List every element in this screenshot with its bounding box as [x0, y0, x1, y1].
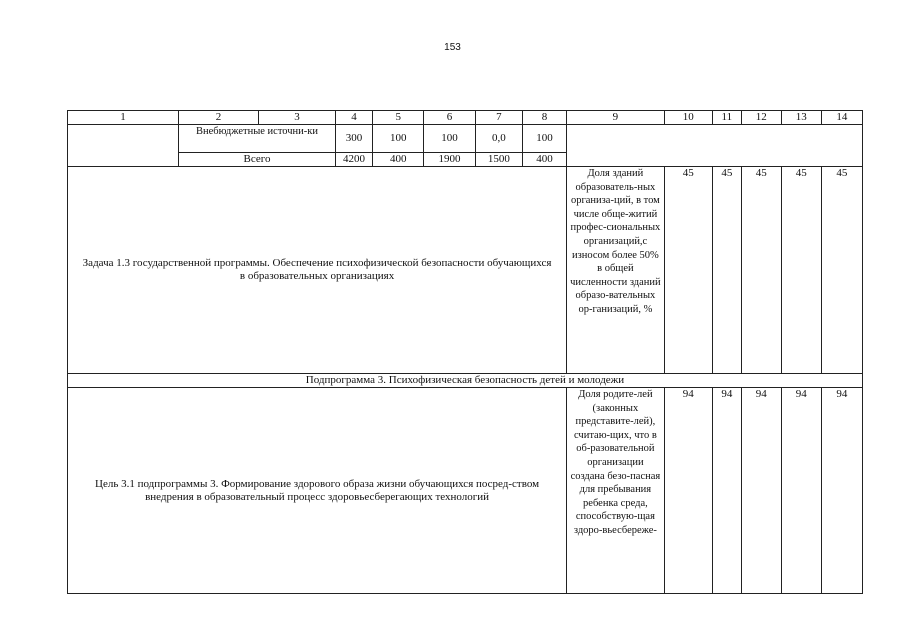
table-cell: 94	[664, 388, 712, 594]
indicator-description: Доля родите-лей (законных представите-лей), считаю-щих, что в об-разовательной организации создана безо-пасная для пребывания ребенка среда, способствую-щая здоро-вьесбереже-	[567, 388, 665, 594]
task-1-3-row	[68, 167, 863, 374]
table-cell: 94	[781, 388, 821, 594]
table-cell: 400	[522, 153, 566, 167]
column-header: 4	[336, 111, 373, 125]
column-header: 2	[178, 111, 258, 125]
column-header: 14	[821, 111, 862, 125]
table-cell: 100	[424, 125, 475, 153]
column-header: 3	[259, 111, 336, 125]
table-cell: 94	[821, 388, 862, 594]
extrabudget-label: Внебюджетные источни-ки	[178, 125, 335, 153]
task-description: Задача 1.3 государственной программы. Обеспечение психофизической безопасности обучающихся в образовательных организациях	[68, 167, 567, 374]
column-header: 9	[567, 111, 665, 125]
table-cell: 45	[712, 167, 741, 374]
total-label: Всего	[178, 153, 335, 167]
table-cell: 94	[712, 388, 741, 594]
goal-description: Цель 3.1 подпрограммы 3. Формирование здорового образа жизни обучающихся посред-ством внедрения в образовательный процесс здоровьесберегающих технологий	[68, 388, 567, 594]
table-cell: 100	[373, 125, 424, 153]
table-cell: 4200	[336, 153, 373, 167]
column-header: 8	[522, 111, 566, 125]
subprogram-row	[68, 374, 863, 388]
table-cell: 100	[522, 125, 566, 153]
column-header: 12	[741, 111, 781, 125]
column-header: 7	[475, 111, 522, 125]
indicator-description: Доля зданий образователь-ных организа-ций, в том числе обще-житий профес-сиональных организаций,с износом более 50% в общей численности зданий образо-вательных ор-ганизаций, %	[567, 167, 665, 374]
subprogram-title: Подпрограмма 3. Психофизическая безопасность детей и молодежи	[68, 374, 863, 388]
column-header: 1	[68, 111, 179, 125]
page-number: 153	[444, 42, 461, 53]
column-header: 6	[424, 111, 475, 125]
column-header: 5	[373, 111, 424, 125]
table-cell: 0,0	[475, 125, 522, 153]
column-header: 11	[712, 111, 741, 125]
column-header: 10	[664, 111, 712, 125]
table-cell: 94	[741, 388, 781, 594]
empty-cell	[567, 125, 863, 167]
column-number-row	[68, 111, 863, 125]
table-cell: 45	[821, 167, 862, 374]
table-cell: 45	[781, 167, 821, 374]
table-cell: 300	[336, 125, 373, 153]
table-cell: 45	[664, 167, 712, 374]
table-cell: 45	[741, 167, 781, 374]
goal-3-1-row	[68, 388, 863, 594]
table-cell: 1900	[424, 153, 475, 167]
program-indicators-table	[67, 110, 863, 594]
extrabudget-row	[68, 125, 863, 153]
table-cell: 400	[373, 153, 424, 167]
empty-cell	[68, 125, 179, 167]
column-header: 13	[781, 111, 821, 125]
table-cell: 1500	[475, 153, 522, 167]
